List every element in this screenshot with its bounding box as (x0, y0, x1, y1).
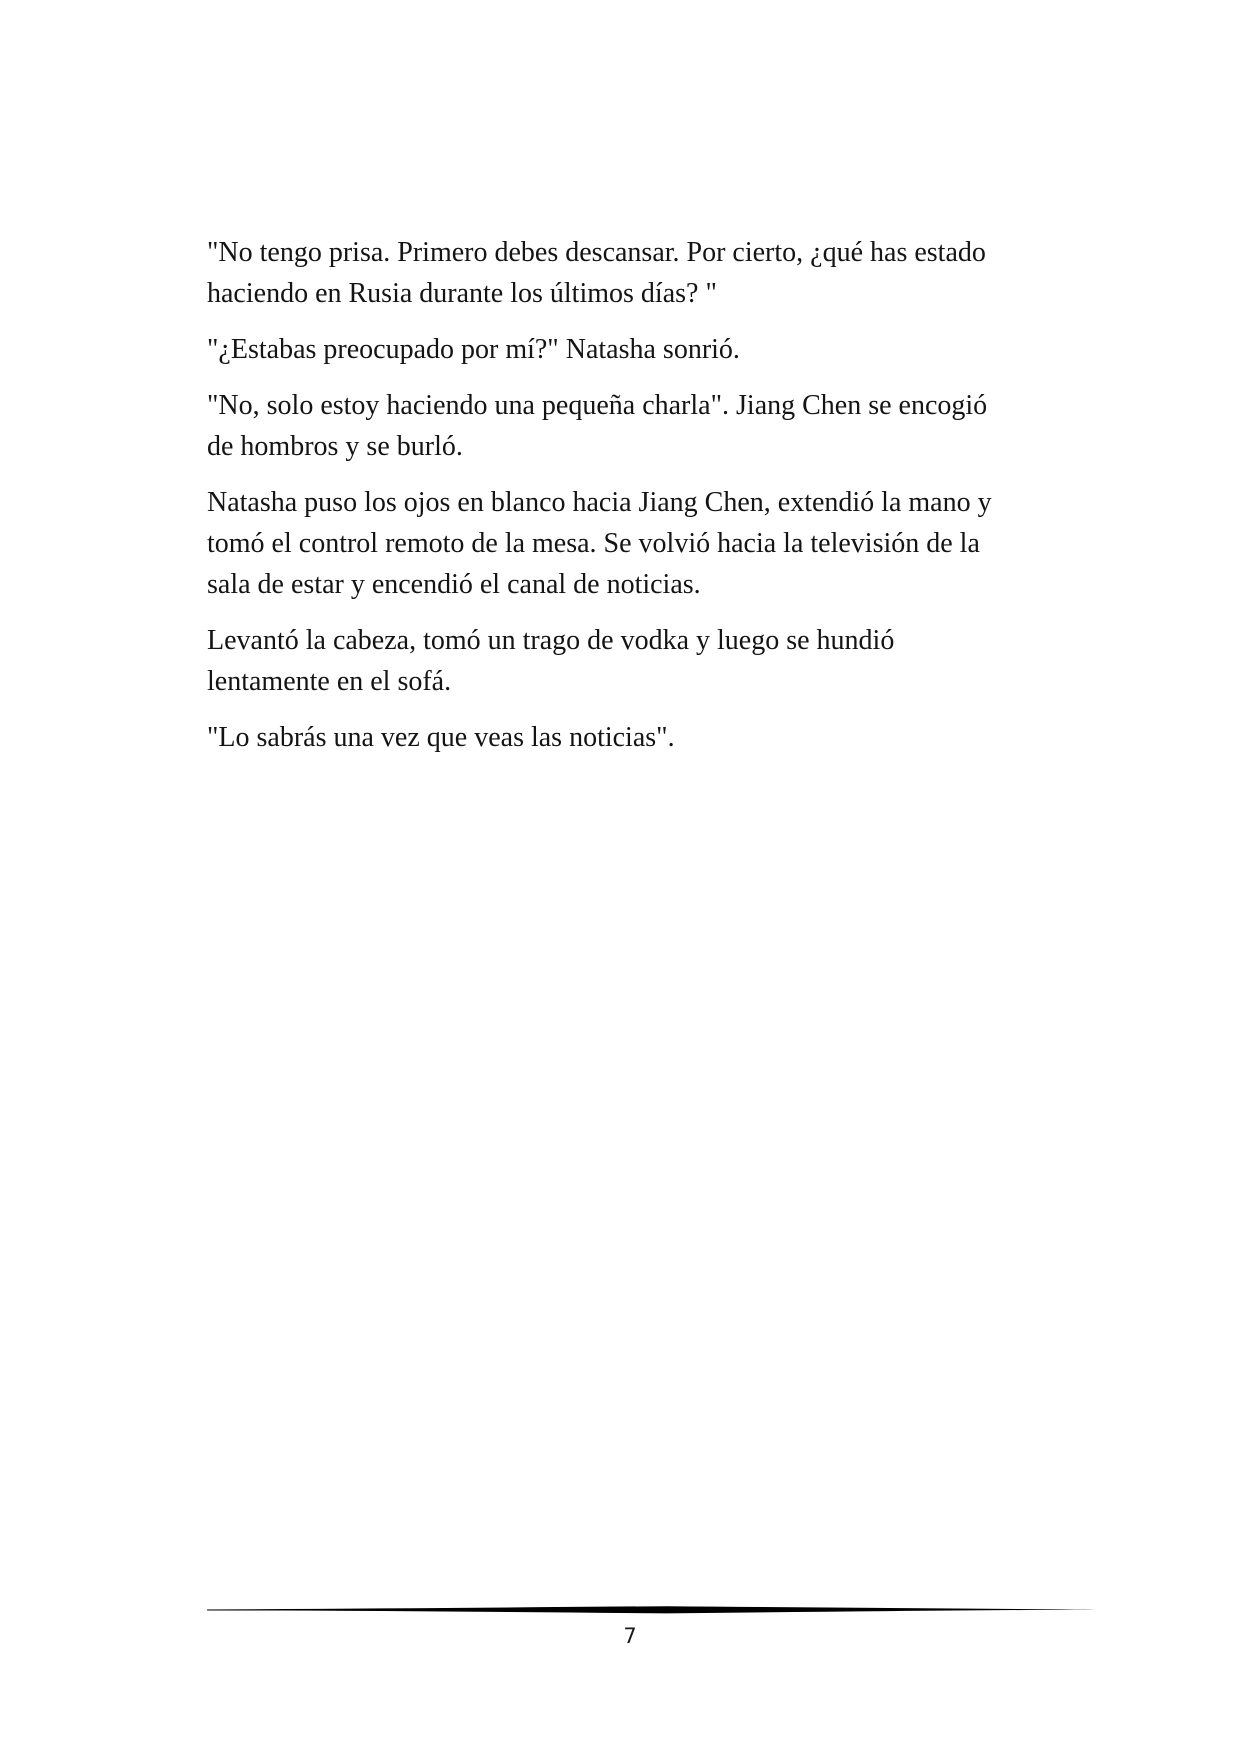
paragraph-2: "¿Estabas preocupado por mí?" Natasha sonrió. (207, 334, 740, 365)
paragraph-4: Natasha puso los ojos en blanco hacia Jiang Chen, extendió la mano y tomó el control remoto de la mesa. Se volvió hacia la televisión de la sala de estar y encendió el canal de noticias. (207, 487, 992, 600)
footer-divider (207, 1604, 1107, 1616)
page-number: 7 (623, 1624, 637, 1648)
footer-divider-shape (207, 1606, 1107, 1613)
body-text (207, 232, 1087, 773)
paragraph-1: "No tengo prisa. Primero debes descansar. Por cierto, ¿qué has estado haciendo en Rusia durante los últimos días? " (207, 237, 986, 309)
paragraph-6: "Lo sabrás una vez que veas las noticias". (207, 722, 675, 753)
paragraph-3: "No, solo estoy haciendo una pequeña charla". Jiang Chen se encogió de hombros y se burló. (207, 390, 988, 462)
paragraph-5: Levantó la cabeza, tomó un trago de vodka y luego se hundió lentamente en el sofá. (207, 625, 895, 697)
